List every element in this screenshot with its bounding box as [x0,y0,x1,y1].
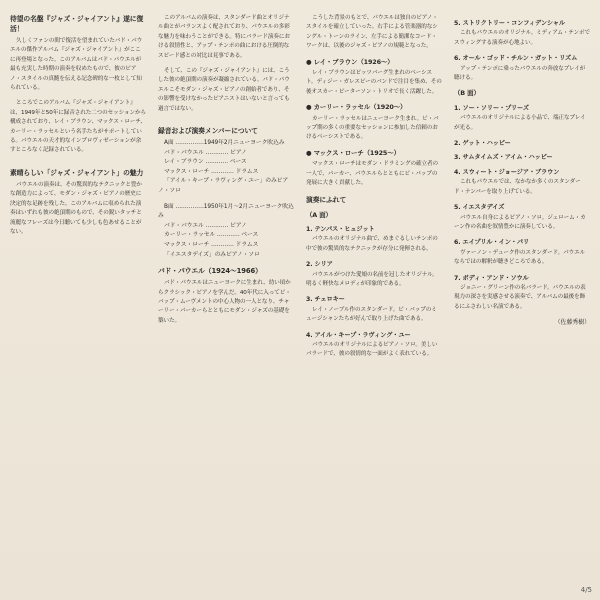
paragraph: そして、この『ジャズ・ジャイアント』には、こうした彼の絶頂期の演奏が凝縮されている。バド・パウエルこそモダン・ジャズ・ピアノの創始者であり、その影響を受けなかったピアニストはいないと言っても過言ではない。 [158,68,290,112]
credit-line: バド・パウエル ………… ピアノ [164,222,247,229]
paragraph: パウエルのオリジナルによる小品で、端正なプレイが光る。 [454,115,586,131]
track-title: 2. シリア [306,261,333,269]
paragraph: バド・パウエルはニューヨークに生まれ、幼い頃からクラシック・ピアノを学んだ。40年代に入ってビ・バップ・ムーヴメントの中心人物の一人となり、チャーリー・パーカーらとともにモダン・ジャズの基礎を築いた。 [158,280,291,324]
paragraph: レイ・ブラウンはピッツバーグ生まれのベーシスト。ディジー・ガレスピーのバンドで注目を集め、その後オスカー・ピーターソン・トリオで長く活躍した。 [306,70,442,95]
credit-line: 「アイル・キープ・ラヴィング・ユー」のみピアノ・ソロ [158,178,289,195]
paragraph: レイ・ノーブル作のスタンダード。ビ・バップのミュージシャンたちが好んで取り上げた曲である。 [306,306,437,323]
bio-heading-ray-brown: ● レイ・ブラウン（1926〜） [306,57,394,66]
column-3 [306,14,442,366]
track-title: 1. ソー・ソリー・プリーズ [454,104,529,112]
heading-performance: 演奏にふれて [306,195,347,204]
heading-revival: 待望の名盤『ジャズ・ジャイアント』遂に復活！ [10,15,144,33]
track-title: 7. ボディ・アンド・ソウル [454,274,529,282]
paragraph: アップ・テンポに乗ったパウエルの奔放なプレイが聴ける。 [454,65,586,82]
track-title: 4. スウィート・ジョージア・ブラウン [454,168,560,176]
credit-line: マックス・ローチ ………… ドラムス [164,168,259,175]
column-2 [158,14,294,332]
bio-heading-max-roach: ● マックス・ローチ（1925〜） [306,148,400,157]
author-signature: （佐藤秀樹） [554,319,590,327]
credit-line: 「イエスタデイズ」のみピアノ・ソロ [164,251,260,258]
credit-line: A面 ……………1949年2月ニューヨーク吹込み [164,140,285,147]
credit-line: バド・パウエル ………… ピアノ [164,149,247,156]
paragraph: カーリー・ラッセルはニューヨーク生まれ。ビ・バップ期の多くの重要なセッションに参加した信頼のおけるベーシストである。 [306,115,439,141]
side-a-label: （A 面） [306,210,332,219]
paragraph: これもパウエルのオリジナル。ミディアム・テンポでスウィングする演奏が心地よい。 [454,30,591,46]
track-title: 3. チェロキー [306,296,345,304]
credit-line: レイ・ブラウン ………… ベース [164,159,247,166]
page-number: 4/5 [580,586,592,594]
track-title: 4. アイル・キープ・ラヴィング・ユー [306,331,411,339]
paragraph: 久しくファンの間で復活を望まれていたバド・パウエルの傑作アルバム『ジャズ・ジャイアント』がここに再登場となった。このアルバムはバド・パウエルが最も充実した時期の演奏を収めたもので、彼のピアノ・スタイルの真髄を伝える記念碑的な一枚として知られている。 [10,38,143,92]
paragraph: これもパウエルでは、なかなか多くのスタンダード・ナンバーを取り上げている。 [454,179,581,195]
track-title: 6. エイプリル・イン・パリ [454,239,530,247]
bio-heading-curly-russell: ● カーリー・ラッセル（1920〜） [306,103,407,112]
column-4 [454,14,590,328]
paragraph: マックス・ローチはモダン・ドラミングの確立者の一人で、パーカー、パウエルらとともにビ・バップの発展に大きく貢献した。 [306,161,439,187]
paragraph: ところでこのアルバム『ジャズ・ジャイアント』は、1949年と50年に録音された二つのセッションから構成されており、レイ・ブラウン、マックス・ローチ、カーリー・ラッセルという名手たちがサポートしている。パウエルの天才的なインプロヴィゼーションが余すところなく記録されている。 [10,100,147,154]
recording-session-b [158,203,294,261]
credit-line: B面 ……………1950年1月〜2月ニューヨーク吹込み [158,203,294,220]
credit-line: カーリー・ラッセル ………… ベース [164,232,259,239]
track-title: 5. ストリクトリー・コンフィデンシャル [454,20,565,27]
heading-bud-powell: バド・パウエル（1924〜1966） [158,267,262,276]
paragraph: パウエルの演奏は、その驚異的なテクニックと豊かな創造力によって、モダン・ジャズ・ピアノの歴史に決定的な足跡を残した。このアルバムに収められた演奏はいずれも彼の絶頂期のもので、その鋭いタッチと流麗なフレーズは今日聴いても少しも色あせることがない。 [10,181,142,235]
paragraph: パウエルのオリジナル曲で、めまぐるしいテンポの中で彼の驚異的なテクニックが存分に発揮される。 [306,236,438,252]
recording-session-a [158,139,294,197]
credit-line: マックス・ローチ ………… ドラムス [164,242,259,248]
track-title: 1. テンパス・ヒュジット [306,225,375,233]
heading-recording: 録音および演奏メンバーについて [158,127,258,136]
side-b-label: （B 面） [454,89,480,98]
paragraph: ヴァーノン・デューク作のスタンダード。パウエルならではの解釈が聴きどころである。 [454,249,586,266]
paragraph: パウエルのオリジナルによるピアノ・ソロ。美しいバラードで、彼の叙情的な一面がよく表れている。 [306,341,438,358]
paragraph: パウエル自身によるピアノ・ソロ。ジェローム・カーン作の名曲を叙情豊かに演奏している。 [454,214,586,230]
paragraph: こうした背景のもとで、パウエルは独自のピアノ・スタイルを確立していった。右手による管楽器的なシングル・トーンのライン、左手による簡潔なコード・ワークは、以後のジャズ・ピアノの規範となった。 [306,15,438,50]
paragraph: このアルバムの演奏は、スタンダード曲とオリジナル曲とがバランスよく配されており、パウエルの多彩な魅力を味わうことができる。特にバラード演奏における叙情性と、アップ・テンポの曲における圧倒的なスピード感との対比は見事である。 [158,15,290,59]
column-1 [10,14,146,243]
heading-appeal: 素晴らしい「ジャズ・ジャイアント」の魅力 [10,168,144,177]
track-title: 6. オール・ゴッド・チルン・ガット・リズム [454,55,578,63]
track-title: 2. ゲット・ハッピー [454,140,511,148]
paragraph: パウエルがつけた愛娘の名前を冠したオリジナル。明るく軽快なメロディが印象的である。 [306,271,438,287]
track-title: 5. イエスタデイズ [454,204,505,212]
track-title: 3. サムタイムズ・アイム・ハッピー [454,154,553,162]
paragraph: ジョニー・グリーン作の名バラード。パウエルの表現力の深さを実感させる演奏で、アルバムの最後を飾るにふさわしい名演である。 [454,284,586,310]
